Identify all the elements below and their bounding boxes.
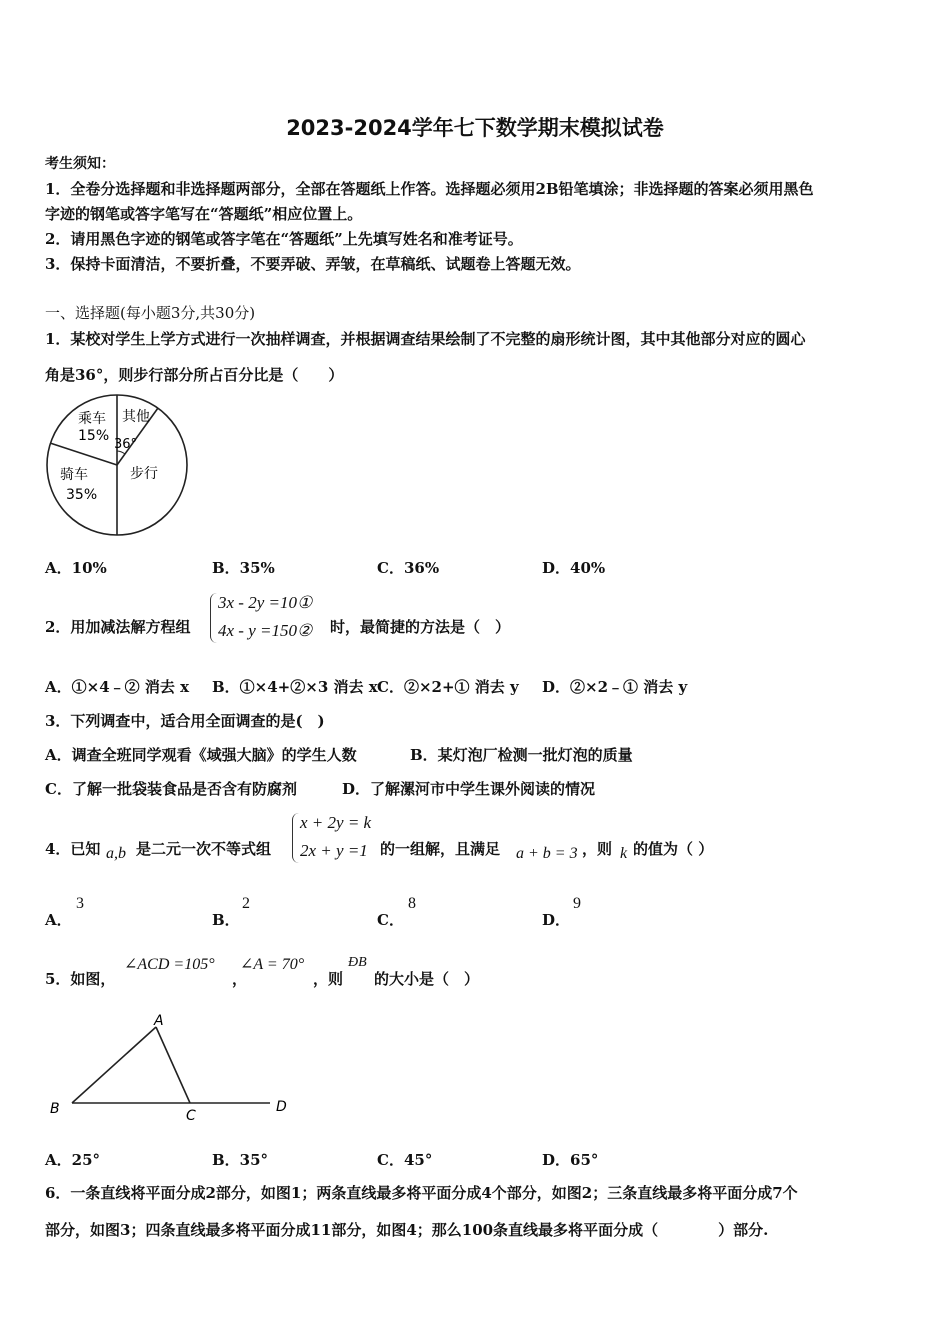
q4-option-d-value: 9	[573, 895, 581, 912]
triangle-figure	[40, 1005, 300, 1130]
q1-option-d: D．40%	[542, 559, 606, 577]
q5-text-mid: ，则	[313, 970, 344, 988]
q1-option-c: C．36%	[377, 559, 440, 577]
q4-text-mid3: ，则	[582, 840, 613, 858]
q5-option-a: A．25°	[45, 1151, 101, 1169]
pie-label-bike-pct: 35%	[66, 487, 98, 503]
q4-k: k	[620, 845, 628, 862]
pie-label-bike: 骑车	[60, 467, 88, 483]
q5-option-b: B．35°	[212, 1151, 269, 1169]
q2-option-c: C．②×2+① 消去 y	[377, 678, 519, 696]
notice-line-1b: 字迹的钢笔或答字笔写在“答题纸”相应位置上。	[45, 205, 363, 223]
q4-option-b-label: B．	[212, 911, 240, 929]
q3-text: 3．下列调查中，适合用全面调查的是( )	[45, 712, 325, 730]
pie-label-other: 其他	[122, 409, 150, 425]
line-ac	[156, 1027, 190, 1103]
point-b-label: B	[50, 1101, 60, 1117]
section-heading: 一、选择题(每小题3分,共30分)	[45, 304, 256, 322]
q2-option-b: B．①×4+②×3 消去 x	[212, 678, 378, 696]
pie-chart-figure	[40, 393, 195, 543]
pie-label-angle: 36°	[114, 437, 138, 452]
notice-heading: 考生须知：	[45, 156, 115, 172]
q4-text-mid2: 的一组解，且满足	[380, 840, 501, 858]
q5-option-d: D．65°	[542, 1151, 599, 1169]
notice-line-1: 1．全卷分选择题和非选择题两部分，全部在答题纸上作答。选择题必须用2B铅笔填涂；非选择题的答案必须用黑色	[45, 180, 814, 198]
q2-text: 2．用加减法解方程组	[45, 618, 191, 636]
q2-option-a: A．①×4﹣② 消去 x	[45, 678, 190, 696]
q4-option-c-value: 8	[408, 895, 416, 912]
q1-option-b: B．35%	[212, 559, 275, 577]
q1-text-1: 1．某校对学生上学方式进行一次抽样调查，并根据调查结果绘制了不完整的扇形统计图，其中其他部分对应的圆心	[45, 330, 806, 348]
q2-option-d: D．②×2﹣① 消去 y	[542, 678, 688, 696]
q5-angle-b: ÐB	[348, 955, 367, 970]
q6-text-1: 6．一条直线将平面分成2部分，如图1；两条直线最多将平面分成4个部分，如图2；三条直线最多将平面分成7个	[45, 1184, 798, 1202]
q2-text-post: 时，最简捷的方法是（ ）	[330, 618, 511, 636]
q4-brace	[292, 813, 299, 863]
q4-text-post: 的值为（ ）	[633, 840, 714, 858]
notice-line-2: 2．请用黑色字迹的钢笔或答字笔在“答题纸”上先填写姓名和准考证号。	[45, 230, 523, 248]
q5-angle-acd: ∠ACD =105°	[124, 956, 215, 973]
q3-option-c: C．了解一批袋装食品是否含有防腐剂	[45, 780, 297, 798]
q4-text-mid: 是二元一次不等式组	[136, 840, 272, 858]
q4-condition: a + b = 3	[516, 845, 578, 862]
q5-text-post: 的大小是（ ）	[374, 970, 480, 988]
q4-option-a-value: 3	[76, 895, 84, 912]
q3-option-b: B．某灯泡厂检测一批灯泡的质量	[410, 746, 633, 764]
q1-option-a: A．10%	[45, 559, 107, 577]
pie-label-bus: 乘车	[78, 411, 106, 427]
q4-text-pre: 4．已知	[45, 840, 101, 858]
notice-line-3: 3．保持卡面清洁，不要折叠，不要弄破、弄皱，在草稿纸、试题卷上答题无效。	[45, 255, 581, 273]
pie-label-bus-pct: 15%	[78, 428, 110, 444]
q2-equation-1: 3x - 2y =10①	[218, 593, 313, 612]
q4-equation-2: 2x + y =1	[300, 841, 368, 860]
point-a-label: A	[154, 1013, 164, 1029]
q6-text-2: 部分，如图3；四条直线最多将平面分成11部分，如图4；那么100条直线最多将平面分成（ ）部分.	[45, 1221, 769, 1239]
q2-brace	[210, 593, 217, 643]
q1-text-2: 角是36°，则步行部分所占百分比是（ ）	[45, 366, 344, 384]
q4-equation-1: x + 2y = k	[300, 813, 372, 832]
q4-option-a-label: A．	[45, 911, 72, 929]
q5-option-c: C．45°	[377, 1151, 433, 1169]
q4-option-b-value: 2	[242, 895, 250, 912]
q5-comma: ，	[232, 970, 248, 988]
point-c-label: C	[186, 1108, 196, 1124]
q4-option-c-label: C．	[377, 911, 404, 929]
q2-equation-2: 4x - y =150②	[218, 621, 313, 640]
q4-option-d-label: D．	[542, 911, 571, 929]
q5-text-pre: 5．如图，	[45, 970, 116, 988]
pie-label-walk: 步行	[130, 466, 158, 482]
line-ba	[72, 1027, 156, 1103]
q3-option-d: D．了解漯河市中学生课外阅读的情况	[342, 780, 596, 798]
q5-angle-a: ∠A = 70°	[240, 956, 305, 973]
q4-ab: a,b	[106, 845, 126, 862]
page-title: 2023-2024学年七下数学期末模拟试卷	[286, 116, 664, 140]
q3-option-a: A．调查全班同学观看《域强大脑》的学生人数	[45, 746, 357, 764]
pie-divider-left	[50, 443, 117, 465]
point-d-label: D	[276, 1099, 287, 1115]
